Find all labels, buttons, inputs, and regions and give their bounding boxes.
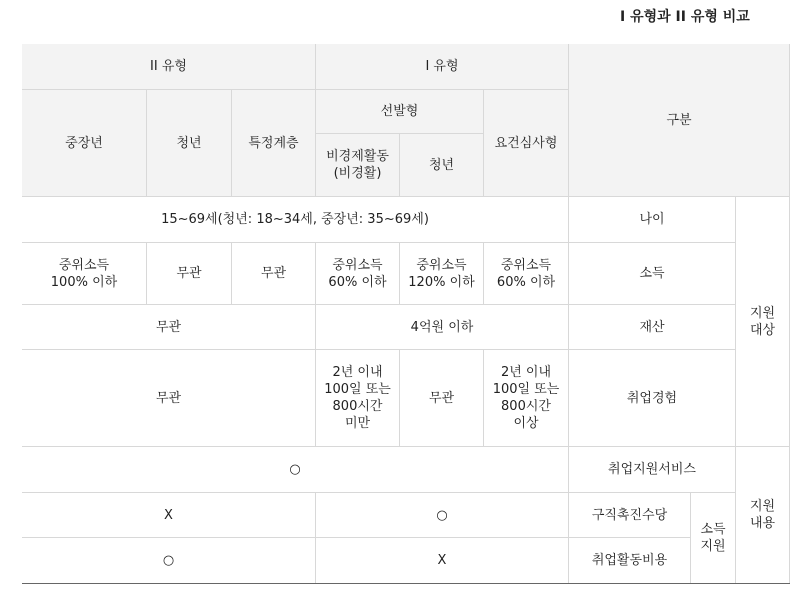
income-label: 소득 [569,243,736,305]
header-cheongnyeon-type1: 청년 [400,134,484,197]
header-seonbal: 선발형 [316,90,484,134]
income-cheongnyeon-type2: 무관 [147,243,232,305]
jiwon-daesang-label: 지원 대상 [736,197,790,447]
header-teukjeong: 특정계층 [232,90,316,197]
sodeuk-jiwon-label: 소득 지원 [691,493,736,584]
service-label: 취업지원서비스 [569,447,736,493]
allowance-label: 구직촉진수당 [569,493,691,538]
employment-cheongnyeon-type1: 무관 [400,350,484,447]
employment-bigyeong: 2년 이내 100일 또는 800시간 미만 [316,350,400,447]
income-yogeon: 중위소득 60% 이하 [484,243,569,305]
income-teukjeong: 무관 [232,243,316,305]
age-value: 15~69세(청년: 18~34세, 중장년: 35~69세) [22,197,569,243]
allowance-type2: X [22,493,316,538]
activity-type2: ○ [22,538,316,584]
allowance-type1: ○ [316,493,569,538]
asset-type1: 4억원 이하 [316,305,569,350]
comparison-table [22,44,790,584]
table-bottom-border [22,583,790,584]
header-junggyeon: 중장년 [22,90,147,197]
income-cheongnyeon-type1: 중위소득 120% 이하 [400,243,484,305]
asset-type2: 무관 [22,305,316,350]
header-gubun: 구분 [569,44,790,197]
header-bigyeong: 비경제활동 (비경활) [316,134,400,197]
header-type1: I 유형 [316,44,569,90]
activity-label: 취업활동비용 [569,538,691,584]
header-yogeon: 요건심사형 [484,90,569,197]
page-title: I 유형과 II 유형 비교 [620,9,750,25]
income-junggyeon: 중위소득 100% 이하 [22,243,147,305]
header-cheongnyeon-type2: 청년 [147,90,232,197]
asset-label: 재산 [569,305,736,350]
employment-type2: 무관 [22,350,316,447]
header-type2: II 유형 [22,44,316,90]
service-value: ○ [22,447,569,493]
income-bigyeong: 중위소득 60% 이하 [316,243,400,305]
age-label: 나이 [569,197,736,243]
employment-label: 취업경험 [569,350,736,447]
jiwon-naeyong-label: 지원 내용 [736,447,790,584]
activity-type1: X [316,538,569,584]
employment-yogeon: 2년 이내 100일 또는 800시간 이상 [484,350,569,447]
